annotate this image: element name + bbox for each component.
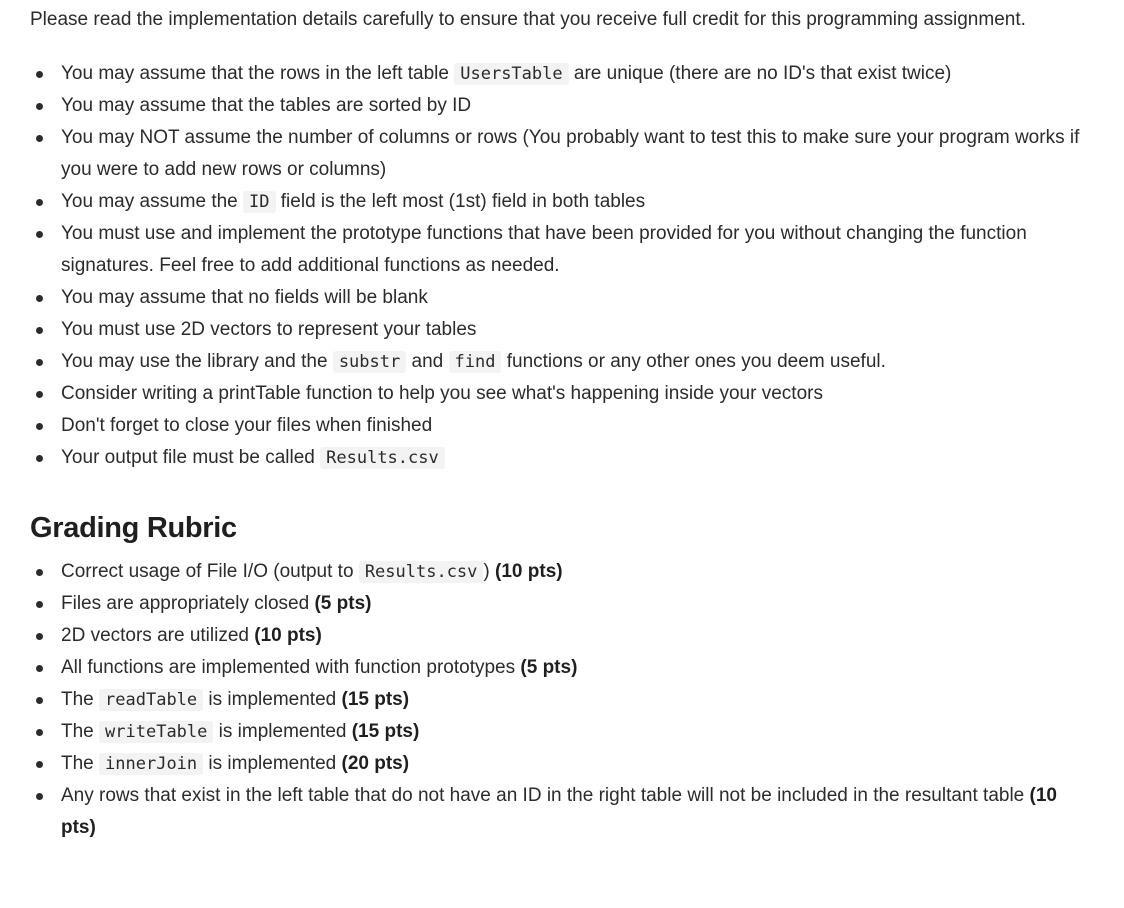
intro-paragraph: Please read the implementation details carefully to ensure that you receive full credit for this programming assignment.: [30, 9, 1026, 30]
requirement-item: You may NOT assume the number of columns or rows (You probably want to test this to make sure your program works if you were to add new rows or columns): [30, 122, 1094, 186]
rubric-item: Any rows that exist in the left table that do not have an ID in the right table will not be included in the resultant table (10 pts): [30, 780, 1094, 844]
inline-code: Results.csv: [359, 561, 484, 583]
requirement-item: You may assume that the tables are sorted by ID: [30, 90, 1094, 122]
requirement-item: You may assume that the rows in the left table UsersTable are unique (there are no ID's that exist twice): [30, 58, 1094, 90]
inline-code: ID: [243, 191, 275, 213]
rubric-item: Correct usage of File I/O (output to Results.csv ) (10 pts): [30, 556, 1094, 588]
requirement-item: You may assume the ID field is the left most (1st) field in both tables: [30, 186, 1094, 218]
points: (10 pts): [61, 785, 1057, 838]
inline-code: UsersTable: [454, 63, 568, 85]
requirement-item: You must use 2D vectors to represent your tables: [30, 314, 1094, 346]
points: (20 pts): [341, 753, 410, 774]
rubric-heading: Grading Rubric: [30, 512, 237, 544]
rubric-item: The readTable is implemented (15 pts): [30, 684, 1094, 716]
rubric-item: The innerJoin is implemented (20 pts): [30, 748, 1094, 780]
requirement-item: Your output file must be called Results.csv: [30, 442, 1094, 474]
points: (10 pts): [495, 561, 563, 582]
inline-code: find: [449, 351, 502, 373]
requirement-item: You must use and implement the prototype functions that have been provided for you without changing the function signatures. Feel free to add additional functions as needed.: [30, 218, 1094, 282]
points: (15 pts): [351, 721, 420, 742]
requirement-item: You may assume that no fields will be blank: [30, 282, 1094, 314]
rubric-list: [30, 556, 1094, 844]
inline-code: substr: [333, 351, 406, 373]
rubric-item: The writeTable is implemented (15 pts): [30, 716, 1094, 748]
points: (5 pts): [520, 657, 578, 678]
requirement-item: You may use the library and the substr and find functions or any other ones you deem useful.: [30, 346, 1094, 378]
requirement-item: Don't forget to close your files when finished: [30, 410, 1094, 442]
inline-code: Results.csv: [320, 447, 445, 469]
points: (5 pts): [314, 593, 372, 614]
requirements-list: [30, 58, 1094, 474]
rubric-item: All functions are implemented with function prototypes (5 pts): [30, 652, 1094, 684]
points: (10 pts): [254, 625, 322, 646]
rubric-item: Files are appropriately closed (5 pts): [30, 588, 1094, 620]
inline-code: writeTable: [99, 721, 213, 743]
inline-code: readTable: [99, 689, 203, 711]
requirement-item: Consider writing a printTable function to help you see what's happening inside your vectors: [30, 378, 1094, 410]
inline-code: innerJoin: [99, 753, 203, 775]
points: (15 pts): [341, 689, 410, 710]
rubric-item: 2D vectors are utilized (10 pts): [30, 620, 1094, 652]
